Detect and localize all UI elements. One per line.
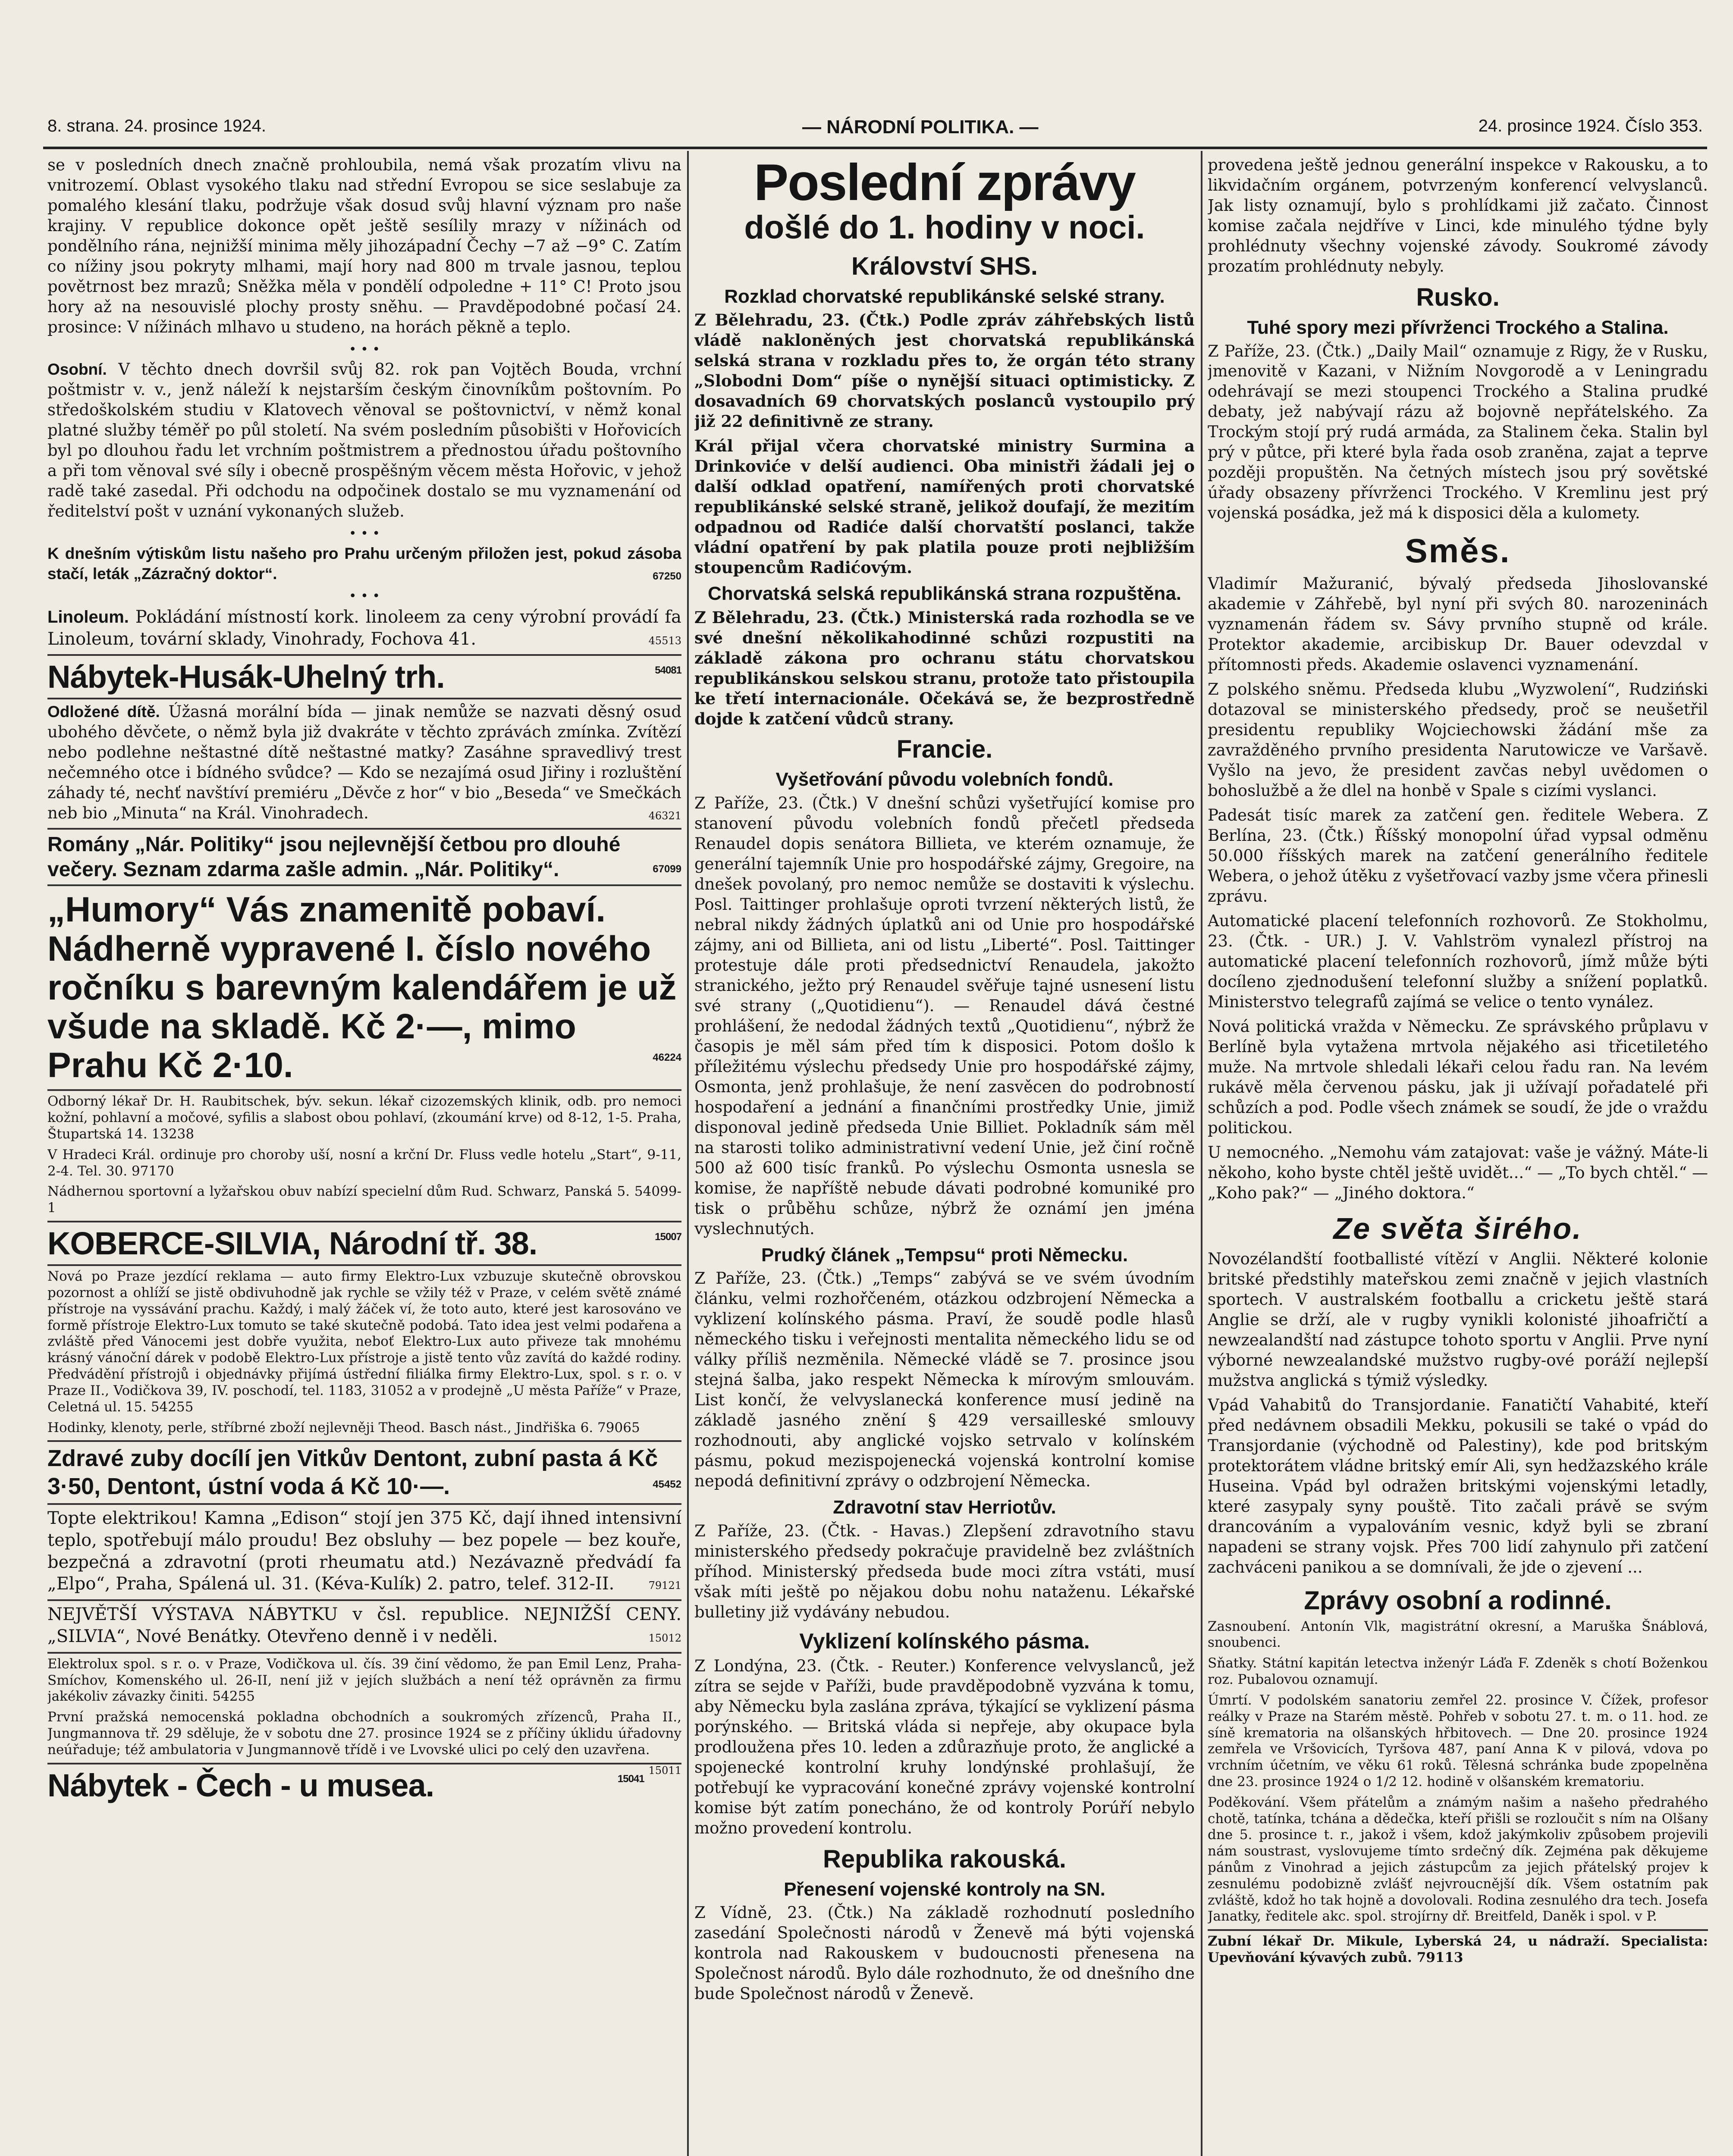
ad-vystava bbox=[47, 1604, 681, 1648]
cech-number: 15041 bbox=[617, 1773, 644, 1785]
page-header bbox=[47, 116, 1703, 147]
topte-number: 79121 bbox=[648, 1579, 681, 1592]
ad-separator bbox=[47, 1652, 681, 1654]
article-tempsu: Z Paříže, 23. (Čtk.) „Temps“ zabývá se ve svém úvodním článku, velmi rozhořčeném, otázkou odzbrojení Německa a vyklizení kolínského pásma. Praví, že soudě podle hlasů německého tisku i veřejnosti mentalita německého lidu se od války příliš nezměnila. Německé vládě se 7. prosince jsou stejná šalba, jako respekt Německa k mírovým smlouvám. List končí, že velvyslanecká konference musí jedině na základě jasného znění § 429 versailleské smlouvy rozhodnouti, aby anglické vojsko setrvalo v kolínském pásmu, pokud mezispojenecká vojenská kontrolní komise nepodá definitivní zprávy o odzbrojení Německa. bbox=[694, 1269, 1195, 1491]
article-rakousko: Z Vídně, 23. (Čtk.) Na základě rozhodnutí posledního zasedání Společnosti národů v Ženevě má býti vojenská kontrola nad Rakouskem v budoucnosti přenesena na Společnost národů. Bylo dále rozhodnuto, že od dnešního dne bude Společnost národů v Ženevě. bbox=[694, 1903, 1195, 2003]
cech-text: Nábytek - Čech - u musea. bbox=[47, 1767, 434, 1803]
latest-news-masthead bbox=[694, 155, 1195, 246]
ad-separator bbox=[47, 1763, 681, 1764]
ad-humory bbox=[47, 890, 681, 1085]
ad-elektrolux-notice: Elektrolux spol. s r. o. v Praze, Vodičkova ul. čís. 39 činí vědomo, že pan Emil Lenz, Praha-Smíchov, Komenského ul. 26-II, není již v jejích službách a není též oprávněn za firmu jakékoliv závazky činiti. 54255 bbox=[47, 1656, 681, 1705]
column-middle bbox=[694, 155, 1195, 2156]
humory-text: „Humory“ Vás znamenitě pobaví. Nádherně vypravené I. číslo nového ročníku s barevným kalendářem je už všude na skladě. Kč 2·—, mimo Prahu Kč 2·10. bbox=[47, 890, 677, 1085]
small-ad: V Hradeci Král. ordinuje pro choroby uší, nosní a krční Dr. Fluss vedle hotelu „Start“, 9-11, 2-4. Tel. 30. 97170 bbox=[47, 1147, 681, 1179]
ad-separator bbox=[47, 1440, 681, 1442]
ad-hodinky: Hodinky, klenoty, perle, stříbrné zboží nejlevněji Theod. Basch nást., Jindřiška 6. 79065 bbox=[47, 1420, 640, 1435]
subheading-herriot: Zdravotní stav Herriotův. bbox=[833, 1497, 1056, 1518]
personal-item: Zasnoubení. Antonín Vlk, magistrátní okresní, a Maruška Šnáblová, snoubenci. bbox=[1208, 1618, 1708, 1651]
column-divider-1 bbox=[687, 151, 689, 2156]
linoleum-text: Pokládání místností kork. linoleem za ceny výrobní provádí fa Linoleum, tovární sklady, Vinohrady, Fochova 41. bbox=[47, 607, 681, 649]
ad-elektrolux: Nová po Praze jezdící reklama — auto firmy Elektro-Lux vzbuzuje skutečně obrovskou pozornost a ohlíží se jistě obdivuhodně jak rychle se vžily též v Praze, v celém světě známé přístroje na vyssávání prachu. Každý, i malý žáček ví, že toto auto, které jest karosováno ve formě přístroje Elektro-Lux tomuto se také skutečně podobá. Tato idea jest velmi podařena a zvláště před Vánocemi jest dobře využita, neboť Elektro-Lux auto přiveze tak mnohému krásný vánoční dárek v podobě Elektro-Lux přístroje a jistě tento vůz zavítá do každé rodiny. Předvádění přístrojů i objednávky přijímá ústřední filiálka firmy Elektro-Lux, spol. s r. o. v Praze II., Vodičkova 39, IV. poschodí, tel. 1183, 31052 a v prodejně „U města Paříže“ v Praze, Celetná ul. 15. 54255 bbox=[47, 1269, 681, 1415]
subheading-kolin: Vyklizení kolínského pásma. bbox=[799, 1629, 1090, 1653]
ad-separator bbox=[47, 1089, 681, 1091]
article-shs-1: Z Bělehradu, 23. (Čtk.) Podle zpráv záhřebských listů vládě nakloněných jest chorvatská republikánská selská strana v rozkladu přes to, že orgán této strany „Slobodni Dom“ píše o nynější situaci optimisticky. Z dosavadních 69 chorvatských poslanců vystoupilo prý již 22 definitivně ze strany. bbox=[694, 310, 1195, 431]
vystava-text: NEJVĚTŠÍ VÝSTAVA NÁBYTKU v čsl. republice. NEJNIŽŠÍ CENY. „SILVIA“, Nové Benátky. Otevřeno denně i v neděli. bbox=[47, 1604, 681, 1646]
notice-text: K dnešním výtiskům listu našeho pro Prahu určeným přiložen jest, pokud zásoba stačí, leták „Zázračný doktor“. bbox=[47, 544, 681, 583]
header-center: — NÁRODNÍ POLITIKA. — bbox=[802, 116, 1039, 138]
subheading-rusko: Tuhé spory mezi přívrženci Trockého a Stalina. bbox=[1247, 317, 1669, 338]
column-right bbox=[1208, 155, 1708, 2156]
personal-item: Úmrtí. V podolském sanatoriu zemřel 22. prosince V. Čížek, profesor reálky v Praze na Starém městě. Pohřeb v sobotu 27. t. m. o 11. hod. ze síně krematoria na olšanských hřbitovech. — Dne 20. prosince 1924 zemřela ve Vršovicích, Tyršova 487, paní Anna K v pilová, vdova po vrchním účetním, ve věku 61 roků. Tělesná schránka bude zpopelněna dne 23. prosince 1924 o 1/2 12. hodině v olšanském krematoriu. bbox=[1208, 1692, 1708, 1789]
section-heading-rusko: Rusko. bbox=[1416, 283, 1500, 311]
article-francie: Z Paříže, 23. (Čtk.) V dnešní schůzi vyšetřující komise pro stanovení původu volebních fondů přečetl předseda Renaudel dopis senátora Billieta, ve kterém oznamuje, že generální tajemník Unie pro hospodářské zájmy, Gregoire, na dnešek povolaný, pro nemoc nemůže se dostaviti k výslechu. Posl. Taittinger prohlašuje oproti tvrzení některých listů, že nebral nikdy žádných úplatků ani od Unie pro hospodářské zájmy, ani od Billieta, ani od listu „Liberté“. Posl. Taittinger protestuje dále proti předsednictví Renaudela, jakožto stranického, ježto prý Renaudel svěřuje tajné usnesení listu své strany („Quotidienu“). — Renaudel dává čestné prohlášení, že nedodal žádných textů „Quotidienu“, nýbrž že časopis je měl sám před tím k disposici. Potom došlo k příležitému výslechu předsedy Unie pro hospodářské zájmy, Osmonta, jenž prohlašuje, že není zasvěcen do podrobností hospodaření a jednání a finančními prostředky Unie, jimiž disponoval jedině předseda Unie Billiet. Pokladník sám měl na starosti toliko administrativní vedení Unie, jež činí ročně 500 až 600 tisíc franků. Po výslechu Osmonta usnesla se komise, že napříště nebude dávati podrobné komuniké pro tisk o průběhu schůze, nýbrž že oznámí jen jména vyslechnutých. bbox=[694, 794, 1195, 1238]
ad-separator bbox=[47, 884, 681, 886]
column-left bbox=[47, 155, 681, 2156]
masthead-title: Poslední zprávy bbox=[754, 155, 1135, 211]
smes-item: Automatické placení telefonních rozhovorů. Ze Stokholmu, 23. (Čtk. - UR.) J. V. Vahlström vynalezl přístroj na automatické placení telefonních rozhovorů, jímž může býti docíleno zjednodušení telefonní služby a snížení poplatků. Ministerstvo telegrafů zajímá se velice o tento vynález. bbox=[1208, 912, 1708, 1012]
smes-item: Nová politická vražda v Německu. Ze správského průplavu v Berlíně byla vytažena mrtvola nějakého asi třicetiletého muže. Na mrtvole shledali lékaři celou řadu ran. Na levém rukávě měla červenou pásku, jak ji užívají pořadatelé při schůzích a pod. Podle všech známek se soudí, že jde o vraždu politickou. bbox=[1208, 1017, 1708, 1137]
small-ad: Odborný lékař Dr. H. Raubitschek, býv. sekun. lékař cizozemských klinik, odb. pro nemoci kožní, pohlavní a močové, syfilis a slabost obou pohlaví, (zkoumání krve) od 8-12, 1-5. Praha, Štupartská 14. 13238 bbox=[47, 1094, 681, 1142]
ad-cech bbox=[47, 1767, 681, 1804]
header-left: 8. strana. 24. prosince 1924. bbox=[47, 116, 266, 135]
odlozene-lead: Odložené dítě. bbox=[47, 703, 160, 721]
topte-text: Topte elektrikou! Kamna „Edison“ stojí jen 375 Kč, dají ihned intensivní teplo, spotřebují málo proudu! Bez obsluhy — bez popele — bez kouře, bezpečná a zdravotní (proti rheumatu atd.) Nezávazně předvádí fa „Elpo“, Praha, Spálená ul. 31. (Kéva-Kulík) 2. patro, telef. 312-II. bbox=[47, 1508, 681, 1594]
column-divider-2 bbox=[1201, 151, 1202, 2156]
ad-separator bbox=[1208, 1929, 1708, 1931]
ad-romany bbox=[47, 832, 681, 882]
small-ad: Nádhernou sportovní a lyžařskou obuv nabízí specielní dům Rud. Schwarz, Panská 5. 54099-1 bbox=[47, 1184, 681, 1216]
odlozene-text: Úžasná morální bída — jinak nemůže se nazvati děsný osud ubohého děvčete, o němž byla již dvakráte v těchto zprávách zmínka. Zvítězí nebo podlehne neštastné dítě neštastné matky? Zasáhne spravedlivý trest nečemného otce i bídného svůdce? — Kdo se nezajímá osud Jiřiny i rozluštění záhady té, nechť navštíví premiéru „Děvče z hor“ v bio „Beseda“ ve Smečkách neb bio „Minuta“ na Král. Vinohradech. bbox=[47, 702, 681, 823]
header-rule bbox=[43, 147, 1707, 149]
smes-item: U nemocného. „Nemohu vám zatajovat: vaše je vážný. Máte-li někoho, koho byste chtěl ještě uvidět...“ — „To bych chtěl.“ — „Koho pak?“ — „Jiného doktora.“ bbox=[1208, 1143, 1708, 1202]
ad-separator bbox=[47, 1599, 681, 1601]
section-heading-osobni: Zprávy osobní a rodinné. bbox=[1304, 1586, 1612, 1615]
subheading-shs-2: Chorvatská selská republikánská strana rozpuštěna. bbox=[707, 583, 1182, 604]
dentont-text: Zdravé zuby docílí jen Vitkův Dentont, zubní pasta á Kč 3·50, Dentont, ústní voda á Kč 10·—. bbox=[47, 1445, 658, 1500]
linoleum-lead: Linoleum. bbox=[47, 607, 129, 627]
article-herriot: Z Paříže, 23. (Čtk. - Havas.) Zlepšení zdravotního stavu ministerského předsedy pokračuje pravidelně bez zvláštních příhod. Ministerský předseda bude moci zítra vstáti, musí však míti ještě po nějakou dobu nohu nataženu. Lékařské bulletiny již vydávány nebudou. bbox=[694, 1521, 1195, 1621]
personal-item: Poděkování. Všem přátelům a známým našim a našeho předrahého chotě, tatínka, tchána a dědečka, kteří přišli se rozloučit s ním na Olšany dne 5. prosince t. r., jakož i všem, kdož jakýmkoliv způsobem projevili nám soustrast, vyslovujeme tímto srdečný dík. Zejména pak děkujeme pánům z Vinohrad a jejich zástupcům za jejich přátelský projev k zesnulému podobizně zvlášť nejvroucnější dík. Všem ostatním pak zvláště, kdož ho tak hojně a dovolovali. Rodina zesnulého dra tech. Josefa Janatky, ředitele akc. spol. strojírny dř. Breitfeld, Daněk i spol. v P. bbox=[1208, 1794, 1708, 1924]
koberce-number: 15007 bbox=[655, 1231, 681, 1243]
dentont-number: 45452 bbox=[653, 1479, 681, 1491]
personal-item: Sňatky. Státní kapitán letectva inženýr Láďa F. Zdeněk s chotí Boženkou roz. Pubalovou oznamují. bbox=[1208, 1655, 1708, 1688]
weather-report: se v posledních dnech značně prohloubila, nemá však prozatím vlivu na vnitrozemí. Oblast vysokého tlaku nad střední Evropou se sice seslabuje za pomalého klesání tlaku, podržuje však dosud svůj hlavní význam pro naše krajiny. V republice dokonce opět ještě sesílily mrazy v nížinách od pondělního rána, nejnižší minima měly jihozápadní Čechy −7 až −9° C. Zatím co nížiny jsou pokryty mlhami, mají hory nad 800 m trvale jasnou, teplou povětrnost bez mrazů; Sněžka měla v pondělí odpoledne + 11° C! Proto jsou hory až na nesouvislé plochy prosty sněhu. — Pravděpodobné počasí 24. prosince: V nížinách mlhavo u studeno, na horách pěkně a teplo. bbox=[47, 156, 681, 336]
notice-leaflet bbox=[47, 544, 681, 584]
article-svet-2: Vpád Vahabitů do Transjordanie. Fanatičtí Vahabité, kteří před nedávnem obsadili Mekku, pokusili se také o vpád do Transjordanie (východně od Palestiny), kde pod britským protektorátem vládne britský emír Ali, syn hedžazského krále Huseina. Vpád byl odražen britskými vojenskými letadly, které zasypaly syny pouště. Tito začali právě se svým drancováním a vypalováním vesnic, když byli se zbraní napadeni se strany vojsk. Přes 700 lidí zahynulo při zatčení zachváceni panikou a se domnívali, že jde o zjevení ... bbox=[1208, 1395, 1708, 1576]
pokladna-number: 15011 bbox=[648, 1764, 681, 1777]
ad-separator bbox=[47, 1503, 681, 1505]
article-svet-1: Novozélandští footballisté vítězí v Anglii. Některé kolonie britské předstihly mateřskou zemi značně v jejich vlastních sportech. V australském footballu a cricketu ještě stará Anglie se drží, ale v rugby vynikli kolonisté jihoafričtí a newzealandští nad zástupce tohoto sportu v Anglii. Prve nyní výborné newzealandské mužstvo rugby-ové poráží nejlepší mužstva anglická s týmiž výsledky. bbox=[1208, 1249, 1708, 1390]
article-osobni bbox=[47, 360, 681, 522]
vystava-number: 15012 bbox=[648, 1632, 681, 1644]
separator-dots: • • • bbox=[348, 342, 380, 357]
article-kolin: Z Londýna, 23. (Čtk. - Reuter.) Konference velvyslanců, jež zítra se sejde v Paříži, bude pravděpodobně vyzvána k tomu, aby Německu byla zaslána zpráva, týkající se vyklizení pásma porýnského. — Britská vláda si nepřeje, aby okupace byla prodloužena přes 10. leden a zdůrazňuje proto, že anglické a spojenecké kontrolní kruhy londýnské prohlašují, že potřebují ke vypracování konečné zprávy vojenské kontrolní komise být zatím ponecháno, že od kontroly Porúří nebylo možno provedení kontrolu. bbox=[694, 1656, 1195, 1837]
linoleum-number: 45513 bbox=[648, 634, 681, 647]
section-heading-rakousko: Republika rakouská. bbox=[823, 1845, 1067, 1873]
odlozene-number: 46321 bbox=[648, 810, 681, 822]
ad-separator bbox=[47, 1264, 681, 1266]
koberce-text: KOBERCE-SILVIA, Národní tř. 38. bbox=[47, 1225, 537, 1262]
smes-item: Vladimír Mažuranić, bývalý předseda Jihoslovanské akademie v Záhřebě, byl nyní při svých 80. narozeninách vyznamenán řádem sv. Sávy prvního stupně od krále. Protektor akademie, arcibiskup Dr. Bauer odevzdal v přítomnosti předs. Akademie oslavenci vyznamenání. bbox=[1208, 574, 1708, 674]
osobni-lead: Osobní. bbox=[47, 360, 107, 378]
separator-dots: • • • bbox=[348, 588, 380, 604]
osobni-text: V těchto dnech dovršil svůj 82. rok pan Vojtěch Bouda, vrchní poštmistr v. v., jenž náleží k nejstarším českým činovníkům poštovním. Po středoškolském studiu v Klatovech věnoval se poštovnictví, v němž konal platné služby téměř po půl století. Na svém posledním působišti v Hořovicích byl po dlouhou řadu let vrchním poštmistrem a přednostou úřadu poštovního a při tom věnoval své síly i obecně prospěšným věcem města Hořovic, v jehož radě také zasedal. Při odchodu na odpočinek dostalo se mu vyznamenání od ředitelství pošt v uznání vykonaných služeb. bbox=[47, 360, 681, 520]
ad-separator bbox=[47, 828, 681, 830]
ad-separator bbox=[47, 1221, 681, 1222]
husak-text: Nábytek-Husák-Uhelný trh. bbox=[47, 659, 445, 695]
romany-text: Romány „Nár. Politiky“ jsou nejlevnější četbou pro dlouhé večery. Seznam zdarma zašle admin. „Nár. Politiky“. bbox=[47, 833, 621, 881]
pokladna-text: První pražská nemocenská pokladna obchodních a soukromých zřízenců, Praha II., Jungmannova tř. 29 sděluje, že v sobotu dne 27. prosince 1924 se z příčiny úklidu úřadovny neúřaduje; též ambulatoria v Jungmannově třídě i ve Lvovské ulici po celý den uzavřena. bbox=[47, 1709, 681, 1758]
husak-number: 54081 bbox=[655, 664, 681, 677]
ad-husak bbox=[47, 658, 681, 695]
section-heading-francie: Francie. bbox=[896, 735, 993, 764]
separator-dots: • • • bbox=[348, 526, 380, 541]
section-heading-shs: Království SHS. bbox=[851, 252, 1038, 280]
article-rusko: Z Paříže, 23. (Čtk.) „Daily Mail“ oznamuje z Rigy, že v Rusku, jmenovitě v Kazani, v Nižním Novgorodě a v Leningradu odehrávají se mezi stoupenci Trockého a Stalina prudké debaty, jež nabývají rázu až bojovně nepřátelského. Za Trockým stojí prý rudá armáda, za Stalinem čeka. Stalin byl prý v půtce, při které byla řada osob zraněna, zajat a teprve později propuštěn. Na četných místech jsou prý sovětské úřady obsazeny přívrženci Trockého. V Kremlinu jest prý vojenská posádka, jež má k disposici děla a kulomety. bbox=[1208, 342, 1708, 523]
ad-pokladna bbox=[47, 1709, 681, 1777]
ad-separator bbox=[47, 698, 681, 699]
smes-item: Z polského sněmu. Předseda klubu „Wyzwolení“, Rudziński dotazoval se ministerského předsedy, proč se neušetřil presidentu republiky Wojciechowski žádání mše za zavražděného prvního presidenta Narutowicze ve Varšavě. Vyšlo na jevo, že president zavčas nebyl uvědomen o bohoslužbě a že dlel na honbě v Spale s cizími vyslanci. bbox=[1208, 680, 1708, 800]
smes-item: Padesát tisíc marek za zatčení gen. ředitele Webera. Z Berlína, 23. (Čtk.) Říšský monopolní úřad vypsal odměnu 50.000 říšských marek na zatčení generálního ředitele Webera, o jehož útěku z vyšetřovací vazby jsme včera přinesli zprávu. bbox=[1208, 806, 1708, 906]
ad-dentont bbox=[47, 1445, 681, 1501]
article-rakousko-continued: provedena ještě jednou generální inspekce v Rakousku, a to likvidačním orgánem, potvrzeným konferencí velvyslanců. Jak listy oznamují, bylo s prohlídkami již začato. Činnost komise začala nejdříve v Linci, kde minulého týdne byly prohlédnuty všechny vojenské závody. Soukromé závody prozatím prohlédnuty nebyly. bbox=[1208, 156, 1708, 276]
subheading-tempsu: Prudký článek „Tempsu“ proti Německu. bbox=[761, 1244, 1128, 1266]
section-heading-svet: Ze světa širého. bbox=[1333, 1211, 1582, 1245]
masthead-subtitle: došlé do 1. hodiny v noci. bbox=[744, 209, 1145, 246]
article-shs-2: Král přijal včera chorvatské ministry Surmina a Drinkoviće v delší audienci. Oba ministři žádali jej o další odklad opatření, namířených proti chorvatské republikánské selské straně, jelikož doufají, že mezitím odpadnou od Radiće další chorvatští poslanci, takže vládní opatření by pak platila pouze proti nejbližším stoupencům Radićovým. bbox=[694, 436, 1195, 577]
subheading-shs: Rozklad chorvatské republikánské selské strany. bbox=[724, 285, 1165, 307]
article-shs-3: Z Bělehradu, 23. (Čtk.) Ministerská rada rozhodla se ve své dnešní několikahodinné schůzi rozpustiti na základě zákona pro ochranu státu chorvatskou republikánskou selskou stranu, protože tato přistoupila ke třetí internacionále. Očekává se, že bezprostředně dojde k zatčení vůdců strany. bbox=[694, 608, 1195, 728]
ad-topte bbox=[47, 1507, 681, 1595]
ad-koberce bbox=[47, 1225, 681, 1262]
ad-odlozene-dite bbox=[47, 702, 681, 824]
subheading-francie: Vyšetřování původu volebních fondů. bbox=[775, 769, 1114, 790]
subheading-rakousko: Přenesení vojenské kontroly na SN. bbox=[784, 1878, 1105, 1900]
header-right: 24. prosince 1924. Číslo 353. bbox=[1478, 116, 1703, 135]
humory-number: 46224 bbox=[653, 1052, 681, 1064]
ad-linoleum bbox=[47, 606, 681, 650]
ad-zubni-lekar: Zubní lékař Dr. Mikule, Lyberská 24, u nádraží. Specialista: Upevňování kývavých zubů. 79113 bbox=[1208, 1934, 1708, 1966]
ad-separator bbox=[47, 654, 681, 656]
romany-number: 67099 bbox=[653, 863, 681, 875]
notice-number: 67250 bbox=[653, 570, 681, 582]
section-heading-smes: Směs. bbox=[1405, 532, 1511, 570]
